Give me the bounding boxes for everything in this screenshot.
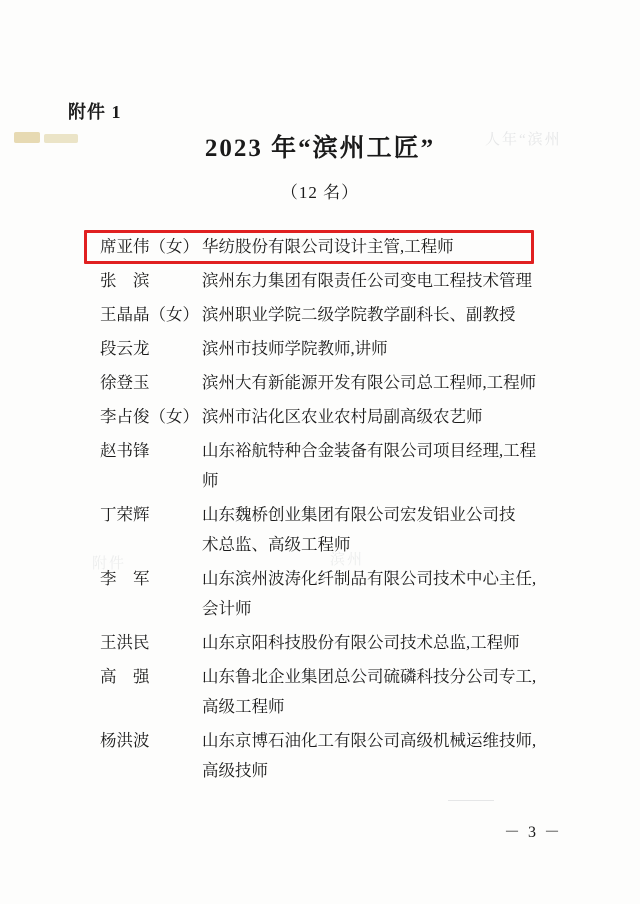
list-item bbox=[100, 402, 550, 432]
honoree-name: 赵书锋 bbox=[100, 441, 150, 460]
list-item bbox=[100, 334, 550, 364]
honoree-desc: 滨州东力集团有限责任公司变电工程技术管理 bbox=[202, 271, 532, 290]
list-item bbox=[100, 368, 550, 398]
honoree-desc-line2: 会计师 bbox=[202, 599, 252, 618]
list-item bbox=[100, 266, 550, 296]
honoree-name: 李 军 bbox=[100, 569, 150, 588]
honoree-name: 张 滨 bbox=[100, 271, 150, 290]
honoree-desc: 滨州职业学院二级学院教学副科长、副教授 bbox=[202, 305, 516, 324]
honoree-desc bbox=[202, 662, 550, 722]
page-number: － 3 － bbox=[503, 824, 562, 841]
honoree-desc: 华纺股份有限公司设计主管,工程师 bbox=[202, 237, 454, 256]
list-item bbox=[100, 232, 550, 262]
list-item bbox=[100, 628, 550, 658]
page-subtitle: （12 名） bbox=[280, 183, 360, 202]
list-item bbox=[100, 500, 550, 560]
honoree-desc bbox=[202, 500, 550, 560]
honoree-desc bbox=[202, 726, 550, 786]
honoree-desc-line1: 山东魏桥创业集团有限公司宏发铝业公司技 bbox=[202, 505, 516, 524]
honoree-name: 王晶晶（女） bbox=[100, 305, 199, 324]
scan-ghost-text-3: 滨州 bbox=[330, 552, 365, 568]
page-title: 2023 年“滨州工匠” bbox=[204, 135, 436, 162]
honoree-desc-line2: 术总监、高级工程师 bbox=[202, 535, 351, 554]
honoree-name: 杨洪波 bbox=[100, 731, 150, 750]
honoree-name: 高 强 bbox=[100, 667, 150, 686]
attachment-label: 附件 1 bbox=[68, 102, 122, 122]
honoree-name: 席亚伟（女） bbox=[100, 237, 199, 256]
honoree-desc: 滨州大有新能源开发有限公司总工程师,工程师 bbox=[202, 373, 537, 392]
honoree-name: 段云龙 bbox=[100, 339, 150, 358]
honoree-desc: 山东京阳科技股份有限公司技术总监,工程师 bbox=[202, 633, 520, 652]
honoree-desc-line2: 高级技师 bbox=[202, 761, 268, 780]
honoree-desc-line1: 山东滨州波涛化纤制品有限公司技术中心主任, bbox=[202, 569, 537, 588]
honoree-name: 徐登玉 bbox=[100, 373, 150, 392]
honoree-name: 李占俊（女） bbox=[100, 407, 199, 426]
honoree-desc-line1: 山东鲁北企业集团总公司硫磷科技分公司专工, bbox=[202, 667, 537, 686]
honoree-desc-line1: 山东京博石油化工有限公司高级机械运维技师, bbox=[202, 731, 537, 750]
scan-ghost-text: 人年“滨州 bbox=[485, 132, 562, 148]
scan-ghost-text-2: 附件 bbox=[92, 556, 127, 572]
honoree-list bbox=[100, 232, 550, 790]
honoree-name: 丁荣辉 bbox=[100, 505, 150, 524]
list-item bbox=[100, 436, 550, 496]
honoree-desc: 滨州市技师学院教师,讲师 bbox=[202, 339, 388, 358]
list-item bbox=[100, 564, 550, 624]
list-item bbox=[100, 726, 550, 786]
honoree-name: 王洪民 bbox=[100, 633, 150, 652]
honoree-desc bbox=[202, 564, 550, 624]
honoree-desc-line2: 高级工程师 bbox=[202, 697, 285, 716]
list-item bbox=[100, 662, 550, 722]
honoree-desc: 山东裕航特种合金装备有限公司项目经理,工程师 bbox=[202, 441, 537, 490]
list-item bbox=[100, 300, 550, 330]
honoree-desc: 滨州市沾化区农业农村局副高级农艺师 bbox=[202, 407, 483, 426]
scan-ghost-line bbox=[448, 800, 494, 801]
